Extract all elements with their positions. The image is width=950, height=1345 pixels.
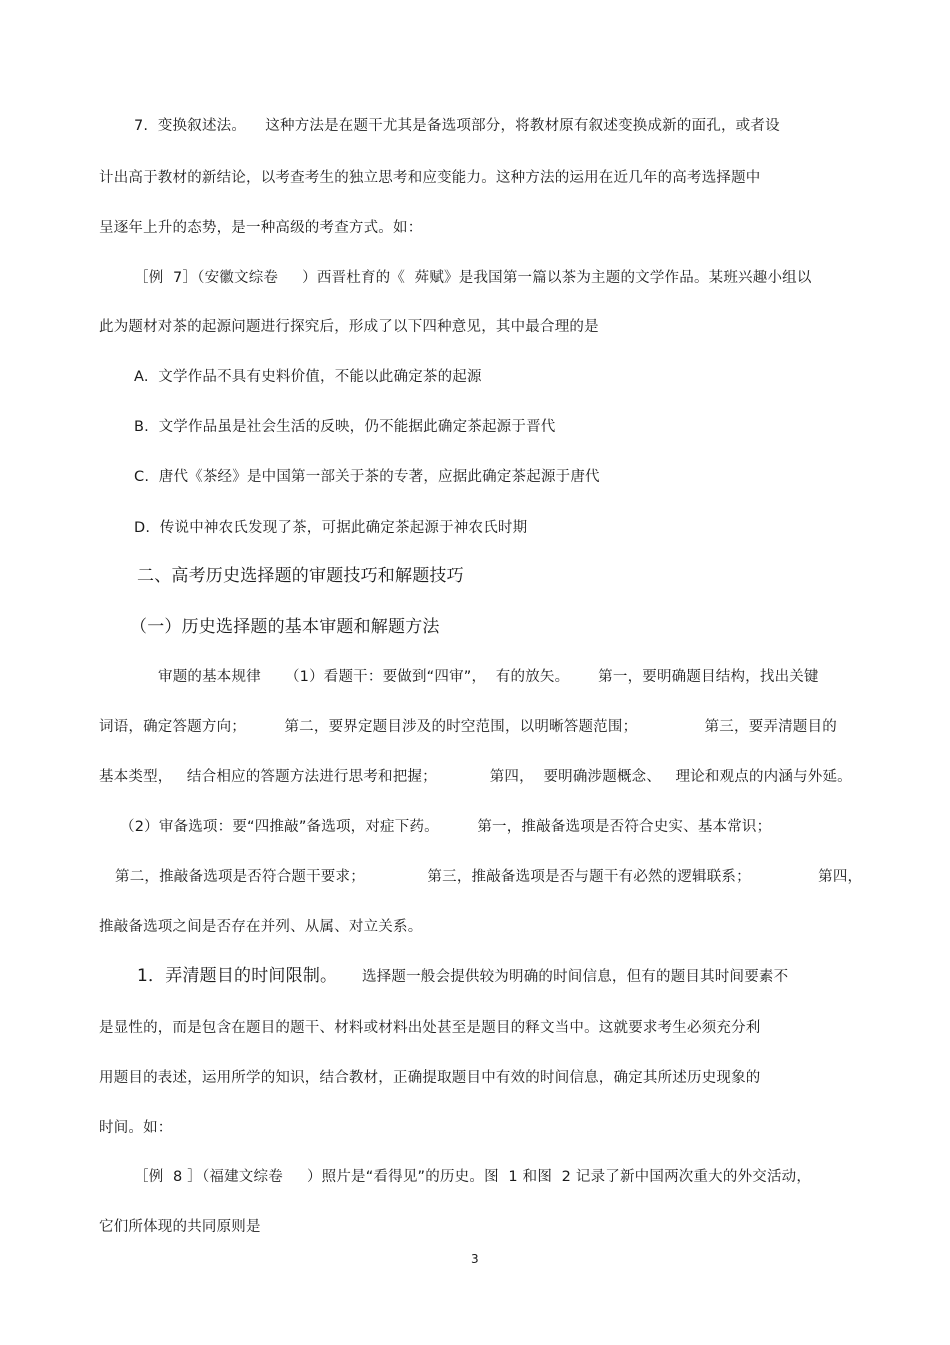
- rules-line-5: 第二，推敲备选项是否符合题干要求； 第三，推敲备选项是否与题干有必然的逻辑联系； 第四，: [115, 869, 863, 885]
- page-number: 3: [471, 1252, 479, 1266]
- rules-line-1: 审题的基本规律 （1）看题干：要做到“四审”， 有的放矢。 第一，要明确题目结构，找出关键: [158, 669, 819, 685]
- para-line-2: 计出高于教材的新结论，以考查考生的独立思考和应变能力。这种方法的运用在近几年的高考选择题中: [99, 170, 761, 186]
- para-line-1: 7. 变换叙述法。 这种方法是在题干尤其是备选项部分，将教材原有叙述变换成新的面孔，或者设: [134, 118, 780, 134]
- option-b: B. 文学作品虽是社会生活的反映，仍不能据此确定茶起源于晋代: [134, 419, 556, 435]
- example-7-line-1: ［例 7］（安徽文综卷 ）西晋杜育的《 荈赋》是我国第一篇以茶为主题的文学作品。某班兴趣小组以: [134, 270, 812, 286]
- point-1-line-1: 选择题一般会提供较为明确的时间信息，但有的题目其时间要素不: [362, 969, 789, 985]
- point-1-line-4: 时间。如：: [99, 1120, 173, 1136]
- example-8-line-1: ［例 8 ］（福建文综卷 ）照片是“看得见”的历史。图 1 和图 2 记录了新中国两次重大的外交活动，: [134, 1169, 812, 1185]
- option-c: C. 唐代《茶经》是中国第一部关于茶的专著，应据此确定茶起源于唐代: [134, 469, 600, 485]
- rules-line-6: 推敲备选项之间是否存在并列、从属、对立关系。: [99, 919, 423, 935]
- rules-line-3: 基本类型， 结合相应的答题方法进行思考和把握； 第四， 要明确涉题概念、 理论和观点的内涵与外延。: [99, 769, 852, 785]
- example-8-line-2: 它们所体现的共同原则是: [99, 1219, 261, 1235]
- rules-line-4: （2）审备选项：要“四推敲”备选项，对症下药。 第一，推敲备选项是否符合史实、基本常识；: [120, 819, 772, 835]
- section-heading: 二、高考历史选择题的审题技巧和解题技巧: [137, 566, 464, 586]
- point-1-line-3: 用题目的表述，运用所学的知识，结合教材，正确提取题目中有效的时间信息，确定其所述历史现象的: [99, 1070, 761, 1086]
- example-7-line-2: 此为题材对茶的起源问题进行探究后，形成了以下四种意见，其中最合理的是: [99, 319, 599, 335]
- subsection-heading: （一）历史选择题的基本审题和解题方法: [130, 617, 440, 637]
- point-1-line-2: 是显性的，而是包含在题目的题干、材料或材料出处甚至是题目的释文当中。这就要求考生必须充分利: [99, 1020, 761, 1036]
- para-line-3: 呈逐年上升的态势，是一种高级的考查方式。如：: [99, 220, 423, 236]
- point-1-heading: 1．弄清题目的时间限制。: [137, 966, 338, 986]
- option-d: D. 传说中神农氏发现了茶，可据此确定茶起源于神农氏时期: [134, 520, 528, 536]
- option-a: A. 文学作品不具有史料价值，不能以此确定茶的起源: [134, 369, 482, 385]
- rules-line-2: 词语，确定答题方向； 第二，要界定题目涉及的时空范围，以明晰答题范围； 第三，要弄清题目的: [99, 719, 837, 735]
